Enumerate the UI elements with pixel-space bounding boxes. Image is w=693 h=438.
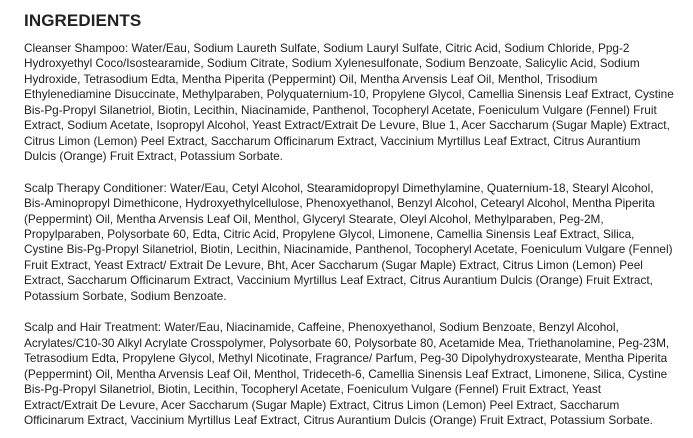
- ingredients-panel: [24, 11, 674, 428]
- scalp-hair-treatment-ingredients: Scalp and Hair Treatment: Water/Eau, Niacinamide, Caffeine, Phenoxyethanol, Sodium Benzoate, Benzyl Alcohol, Acrylates/C10-30 Alkyl Acrylate Crosspolymer, Polysorbate 60, Polysorbate 80, Acetamide Mea, Triethanolamine, Peg-23M, Tetrasodium Edta, Propylene Glycol, Methyl Nicotinate, Fragrance/ Parfum, Peg-30 Dipolyhydroxystearate, Mentha Piperita (Peppermint) Oil, Mentha Arvensis Leaf Oil, Menthol, Trideceth-6, Camellia Sinensis Leaf Extract, Limonene, Silica, Cystine Bis-Pg-Propyl Silanetriol, Biotin, Lecithin, Tocopheryl Acetate, Foeniculum Vulgare (Fennel) Fruit Extract, Yeast Extract/Extrait De Levure, Acer Saccharum (Sugar Maple) Extract, Citrus Limon (Lemon) Peel Extract, Saccharum Officinarum Extract, Vaccinium Myrtillus Leaf Extract, Citrus Aurantium Dulcis (Orange) Fruit Extract, Potassium Sorbate.: [24, 320, 670, 427]
- cleanser-shampoo-ingredients: Cleanser Shampoo: Water/Eau, Sodium Laureth Sulfate, Sodium Lauryl Sulfate, Citric Acid, Sodium Chloride, Ppg-2 Hydroxyethyl Coco/Isostearamide, Sodium Citrate, Sodium Xylenesulfonate, Sodium Benzoate, Salicylic Acid, Sodium Hydroxide, Tetrasodium Edta, Mentha Piperita (Peppermint) Oil, Mentha Arvensis Leaf Oil, Menthol, Trisodium Ethylenediamine Disuccinate, Methylparaben, Polyquaternium-10, Propylene Glycol, Camellia Sinensis Leaf Extract, Cystine Bis-Pg-Propyl Silanetriol, Biotin, Lecithin, Niacinamide, Panthenol, Tocopheryl Acetate, Foeniculum Vulgare (Fennel) Fruit Extract, Sodium Acetate, Isopropyl Alcohol, Yeast Extract/Extrait De Levure, Blue 1, Acer Saccharum (Sugar Maple) Extract, Citrus Limon (Lemon) Peel Extract, Saccharum Officinarum Extract, Vaccinium Myrtillus Leaf Extract, Citrus Aurantium Dulcis (Orange) Fruit Extract, Potassium Sorbate.: [24, 41, 674, 164]
- scalp-therapy-conditioner-ingredients: Scalp Therapy Conditioner: Water/Eau, Cetyl Alcohol, Stearamidopropyl Dimethylamine, Quaternium-18, Stearyl Alcohol, Bis-Aminopropyl Dimethicone, Hydroxyethylcellulose, Phenoxyethanol, Benzyl Alcohol, Cetearyl Alcohol, Mentha Piperita (Peppermint) Oil, Mentha Arvensis Leaf Oil, Menthol, Glyceryl Stearate, Oleyl Alcohol, Methylparaben, Peg-2M, Propylparaben, Polysorbate 60, Edta, Citric Acid, Propylene Glycol, Limonene, Camellia Sinensis Leaf Extract, Silica, Cystine Bis-Pg-Propyl Silanetriol, Biotin, Lecithin, Niacinamide, Panthenol, Tocopheryl Acetate, Foeniculum Vulgare (Fennel) Fruit Extract, Yeast Extract/ Extrait De Levure, Bht, Acer Saccharum (Sugar Maple) Extract, Citrus Limon (Lemon) Peel Extract, Saccharum Officinarum Extract, Vaccinium Myrtillus Leaf Extract, Citrus Aurantium Dulcis (Orange) Fruit Extract, Potassium Sorbate, Sodium Benzoate.: [24, 180, 673, 303]
- ingredients-heading: INGREDIENTS: [24, 11, 142, 30]
